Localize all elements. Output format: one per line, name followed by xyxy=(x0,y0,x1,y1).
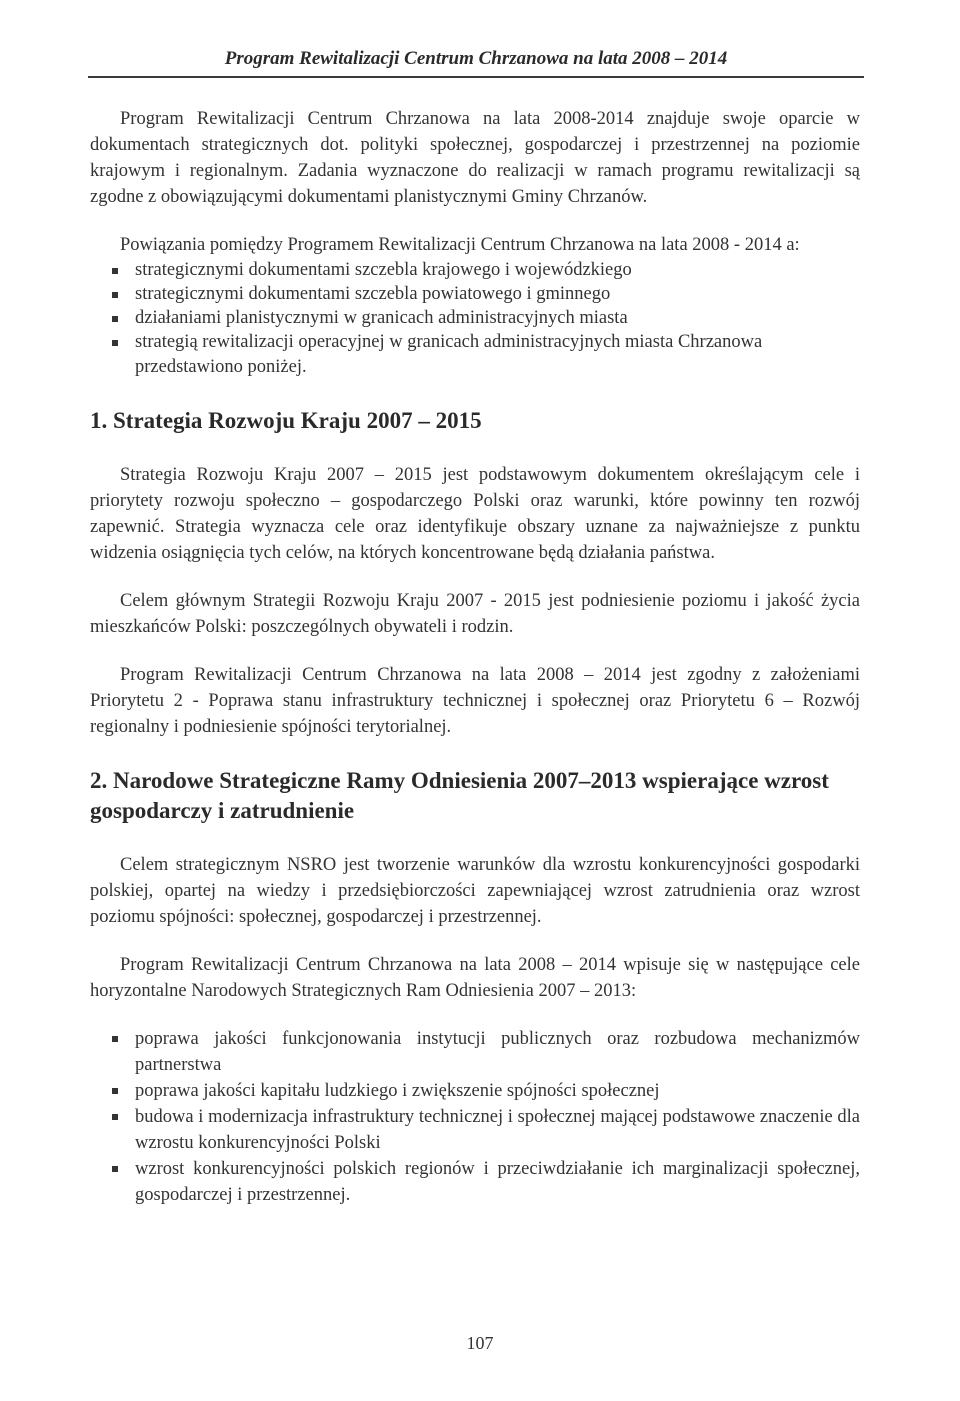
section-2-paragraph-1: Celem strategicznym NSRO jest tworzenie warunków dla wzrostu konkurencyjności gospodarki polskiej, opartej na wiedzy i przedsiębiorczości zapewniającej wzrost zatrudnienia oraz wzrost poziomu spójności: społecznej, gospodarczej i przestrzennej. xyxy=(90,855,860,927)
list-item: budowa i modernizacja infrastruktury technicznej i społecznej mającej podstawowe znaczenie dla wzrostu konkurencyjności Polski xyxy=(90,1104,860,1156)
list-item: strategią rewitalizacji operacyjnej w granicach administracyjnych miasta Chrzanowa xyxy=(90,330,860,354)
page-number: 107 xyxy=(466,1333,494,1353)
list-item: działaniami planistycznymi w granicach administracyjnych miasta xyxy=(90,306,860,330)
intro-bullet-list xyxy=(90,258,860,354)
intro-paragraph-2: Powiązania pomiędzy Programem Rewitalizacji Centrum Chrzanowa na lata 2008 - 2014 a: xyxy=(120,235,800,255)
section-2-bullet-list xyxy=(90,1026,860,1208)
list-item: strategicznymi dokumentami szczebla krajowego i wojewódzkiego xyxy=(90,258,860,282)
square-bullet-icon xyxy=(112,1166,118,1172)
list-item: strategicznymi dokumentami szczebla powiatowego i gminnego xyxy=(90,282,860,306)
square-bullet-icon xyxy=(112,1114,118,1120)
header-rule xyxy=(88,76,864,78)
section-2-paragraph-2: Program Rewitalizacji Centrum Chrzanowa na lata 2008 – 2014 wpisuje się w następujące cele horyzontalne Narodowych Strategicznych Ram Odniesienia 2007 – 2013: xyxy=(90,955,860,1001)
section-2-heading: 2. Narodowe Strategiczne Ramy Odniesienia 2007–2013 wspierające wzrost gospodarczy i zatrudnienie xyxy=(90,768,829,823)
square-bullet-icon xyxy=(112,316,118,322)
intro-trailing-text: przedstawiono poniżej. xyxy=(135,357,307,377)
square-bullet-icon xyxy=(112,340,118,346)
running-header: Program Rewitalizacji Centrum Chrzanowa na lata 2008 – 2014 xyxy=(224,48,728,69)
section-1-paragraph-1: Strategia Rozwoju Kraju 2007 – 2015 jest podstawowym dokumentem określającym cele i priorytety rozwoju społeczno – gospodarczego Polski oraz warunki, które powinny ten rozwój zapewnić. Strategia wyznacza cele oraz identyfikuje obszary uznane za najważniejsze z punktu widzenia osiągnięcia tych celów, na których koncentrowane będą działania państwa. xyxy=(90,465,860,563)
square-bullet-icon xyxy=(112,1088,118,1094)
list-item: wzrost konkurencyjności polskich regionów i przeciwdziałanie ich marginalizacji społecznej, gospodarczej i przestrzennej. xyxy=(90,1156,860,1208)
page-content xyxy=(90,106,860,1208)
square-bullet-icon xyxy=(112,268,118,274)
section-1-heading: 1. Strategia Rozwoju Kraju 2007 – 2015 xyxy=(90,408,482,433)
intro-paragraph-1: Program Rewitalizacji Centrum Chrzanowa na lata 2008-2014 znajduje swoje oparcie w dokumentach strategicznych dot. polityki społecznej, gospodarczej i przestrzennej na poziomie krajowym i regionalnym. Zadania wyznaczone do realizacji w ramach programu rewitalizacji są zgodne z obowiązującymi dokumentami planistycznymi Gminy Chrzanów. xyxy=(90,109,860,207)
section-1-paragraph-3: Program Rewitalizacji Centrum Chrzanowa na lata 2008 – 2014 jest zgodny z założeniami Priorytetu 2 - Poprawa stanu infrastruktury technicznej i społecznej oraz Priorytetu 6 – Rozwój regionalny i podniesienie spójności terytorialnej. xyxy=(90,665,860,737)
square-bullet-icon xyxy=(112,1036,118,1042)
list-item: poprawa jakości kapitału ludzkiego i zwiększenie spójności społecznej xyxy=(90,1078,860,1104)
square-bullet-icon xyxy=(112,292,118,298)
section-1-paragraph-2: Celem głównym Strategii Rozwoju Kraju 2007 - 2015 jest podniesienie poziomu i jakość życia mieszkańców Polski: poszczególnych obywateli i rodzin. xyxy=(90,591,860,637)
list-item: poprawa jakości funkcjonowania instytucji publicznych oraz rozbudowa mechanizmów partnerstwa xyxy=(90,1026,860,1078)
